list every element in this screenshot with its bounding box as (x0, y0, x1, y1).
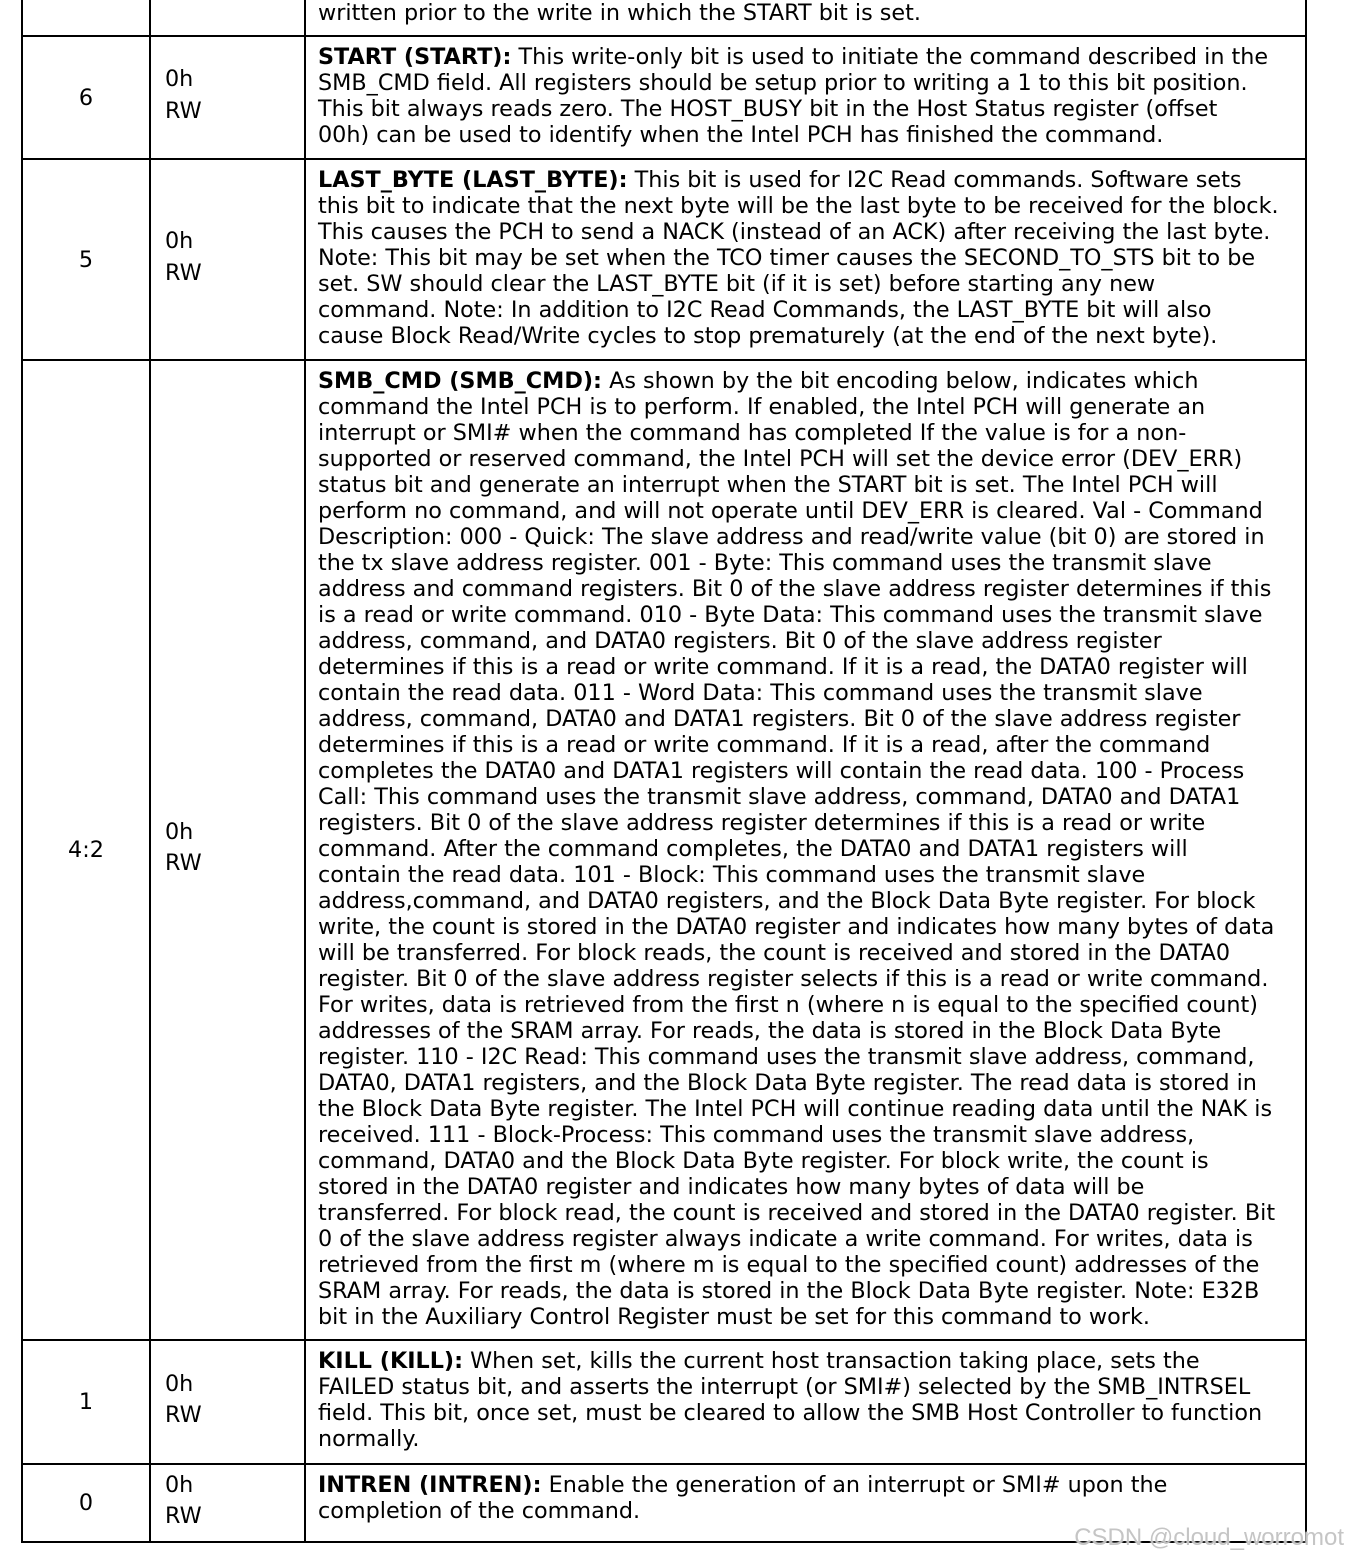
bit-number: 4:2 (68, 837, 104, 863)
description-cell (306, 1341, 1307, 1465)
watermark: CSDN @cloud_worromot (1074, 1524, 1344, 1551)
bit-number: 6 (78, 84, 94, 111)
bit-cell (23, 160, 151, 361)
access-type: RW (165, 1402, 202, 1428)
default-value: 0h (165, 1370, 194, 1397)
default-value: 0h (165, 1471, 194, 1498)
field-name: START (START): (318, 44, 512, 70)
field-name: INTREN (INTREN): (318, 1472, 542, 1498)
default-access-cell (151, 361, 306, 1341)
default-access-cell (151, 37, 306, 160)
default-access-cell-continued (151, 0, 306, 37)
default-access-cell (151, 1465, 306, 1543)
bit-cell (23, 37, 151, 160)
field-name: KILL (KILL): (318, 1348, 464, 1374)
bit-cell-continued (23, 0, 151, 37)
default-value: 0h (165, 66, 194, 92)
bit-number: 1 (78, 1389, 94, 1415)
register-bit-table (21, 0, 1307, 1543)
access-type: RW (165, 97, 202, 124)
default-access-cell (151, 160, 306, 361)
default-value: 0h (165, 818, 194, 845)
description-cell (306, 160, 1307, 361)
bit-cell (23, 1341, 151, 1465)
description-cell (306, 37, 1307, 160)
field-description: This bit is used for I2C Read commands. Software sets this bit to indicate that the next byte will be the last byte to be received for the block. This causes the PCH to send a NACK (instead of an ACK) after receiving the last byte. Note: This bit may be set when the TCO timer causes the SECOND_TO_STS bit to be set. SW should clear the LAST_BYTE bit (if it is set) before starting any new command. Note: In addition to I2C Read Commands, the LAST_BYTE bit will also cause Block Read/Write cycles to stop prematurely (at the end of the next byte). (318, 167, 1279, 349)
field-description: written prior to the write in which the START bit is set. (318, 0, 921, 26)
bit-number: 5 (78, 246, 94, 273)
bit-cell (23, 1465, 151, 1543)
default-access-cell (151, 1341, 306, 1465)
default-value: 0h (165, 228, 194, 254)
bit-cell (23, 361, 151, 1341)
field-description: When set, kills the current host transaction taking place, sets the FAILED status bit, and asserts the interrupt (or SMI#) selected by the SMB_INTRSEL field. This bit, once set, must be cleared to allow the SMB Host Controller to function normally. (318, 1348, 1263, 1452)
field-description: This write-only bit is used to initiate the command described in the SMB_CMD field. All registers should be setup prior to writing a 1 to this bit position. This bit always reads zero. The HOST_BUSY bit in the Host Status register (offset 00h) can be used to identify when the Intel PCH has finished the command. (318, 44, 1269, 148)
description-cell (306, 361, 1307, 1341)
field-description: As shown by the bit encoding below, indicates which command the Intel PCH is to perform. If enabled, the Intel PCH will generate an interrupt or SMI# when the command has completed If the value is for a non- supported or reserved command, the Intel PCH will set the device error (DEV_ERR) status bit and generate an interrupt when the START bit is set. The Intel PCH will perform no command, and will not operate until DEV_ERR is cleared. Val - Command Description: 000 - Quick: The slave address and read/write value (bit 0) are stored in the tx slave address register. 001 - Byte: This command uses the transmit slave address and command registers. Bit 0 of the slave address register determines if this is a read or write command. 010 - Byte Data: This command uses the transmit slave address, command, and DATA0 registers. Bit 0 of the slave address register determines if this is a read or write command. If it is a read, the DATA0 register will contain the read data. 011 - Word Data: This command uses the transmit slave address, command, DATA0 and DATA1 registers. Bit 0 of the slave address register determines if this is a read or write command. If it is a read, after the command completes the DATA0 and DATA1 registers will contain the read data. 100 - Process Call: This command uses the transmit slave address, command, DATA0 and DATA1 registers. Bit 0 of the slave address register determines if this is a read or write command. After the command completes, the DATA0 and DATA1 registers will contain the read data. 101 - Block: This command uses the transmit slave address,command, and DATA0 registers, and the Block Data Byte register. For block write, the count is stored in the DATA0 register and indicates how many bytes of data will be transferred. For block reads, the count is received and stored in the DATA0 register. Bit 0 of the slave address register selects if this is a read or write command. For writes, data is retrieved from the first n (where n is equal to the specified count) addresses of the SRAM array. For reads, the data is stored in the Block Data Byte register. 110 - I2C Read: This command uses the transmit slave address, command, DATA0, DATA1 registers, and the Block Data Byte register. The read data is stored in the Block Data Byte register. The Intel PCH will continue reading data until the NAK is received. 111 - Block-Process: This command uses the transmit slave address, command, DATA0 and the Block Data Byte register. For block write, the count is stored in the DATA0 register and indicates how many bytes of data will be transferred. For block read, the count is received and stored in the DATA0 register. Bit 0 of the slave address register always indicate a write command. For writes, data is retrieved from the first m (where m is equal to the specified count) addresses of the SRAM array. For reads, the data is stored in the Block Data Byte register. Note: E32B bit in the Auxiliary Control Register must be set for this command to work. (318, 368, 1276, 1330)
access-type: RW (165, 259, 202, 286)
field-name: SMB_CMD (SMB_CMD): (318, 368, 602, 394)
access-type: RW (165, 850, 202, 876)
description-cell-continued (306, 0, 1307, 37)
bit-number: 0 (78, 1490, 94, 1516)
field-name: LAST_BYTE (LAST_BYTE): (318, 167, 628, 193)
access-type: RW (165, 1503, 202, 1529)
field-description: Enable the generation of an interrupt or SMI# upon the completion of the command. (318, 1472, 1168, 1524)
